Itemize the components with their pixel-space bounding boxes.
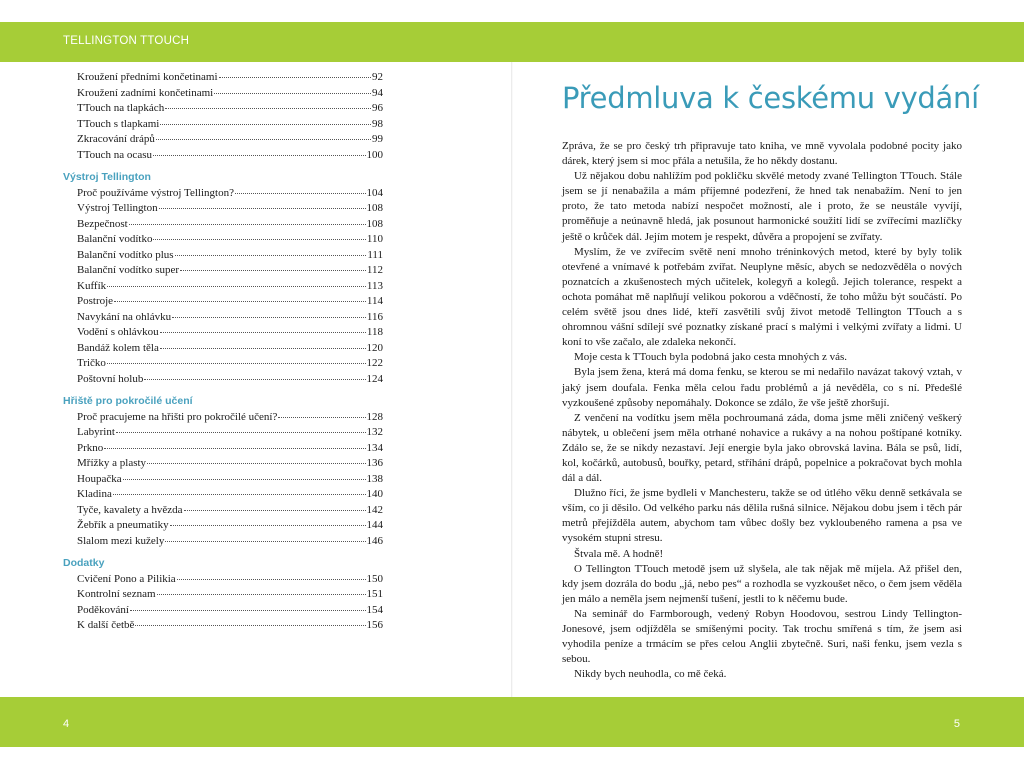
toc-entry (63, 217, 383, 233)
preface-paragraph: Byla jsem žena, která má doma fenku, se kterou se mi nedařilo navázat takový vztah, v jaký jsem doufala. Fenka měla celou řadu problémů a já nevěděla, co s ní. Předešlé vyzkoušené způsoby nepomáhaly. Dokonce se zdálo, že vše ještě zhoršují. (562, 366, 962, 409)
toc-entry-title: Kroužení předními končetinami (77, 71, 218, 83)
toc-entry-title: Balanční vodítko plus (77, 248, 174, 261)
toc-leader-dots (278, 417, 365, 418)
toc-entry-page: 144 (366, 519, 383, 531)
toc-leader-dots (116, 432, 366, 433)
toc-leader-dots (160, 124, 371, 125)
toc-entry-page: 136 (366, 457, 383, 469)
toc-leader-dots (114, 301, 366, 302)
preface-paragraph: O Tellington TTouch metodě jsem už slyšela, ale tak nějak mě míjela. Až přišel den, kdy jsem dozrála do bodu „já, nebo pes“ a rozhodla se vyzkoušet něco, o čem jsem věděla jen málo a neměla jsem nejmenší tušení, jestli to k něčemu bude. (562, 562, 962, 605)
toc-entry-page: 122 (366, 357, 383, 369)
toc-entry-title: Tyče, kavalety a hvězda (77, 503, 183, 516)
toc-leader-dots (153, 239, 365, 240)
toc-leader-dots (107, 286, 366, 287)
toc-entry-page: 134 (366, 441, 383, 454)
toc-entry-page: 128 (366, 410, 383, 423)
toc-entry-page: 113 (366, 279, 383, 292)
toc-leader-dots (177, 579, 366, 580)
toc-entry-page: 108 (366, 217, 383, 230)
toc-section-heading: Dodatky (63, 557, 105, 569)
toc-entry-title: Kroužení zadními končetinami (77, 86, 214, 99)
toc-entry (63, 325, 383, 341)
toc-entry-title: Houpačka (77, 472, 122, 485)
toc-entry-title: K další četbě (77, 619, 135, 631)
toc-entry-title: Vodění s ohlávkou (77, 326, 159, 338)
toc-entry-title: Výstroj Tellington (77, 202, 158, 214)
toc-entry-page: 140 (366, 488, 383, 500)
toc-section-heading: Výstroj Tellington (63, 171, 151, 183)
toc-leader-dots (219, 77, 371, 78)
toc-entry-page: 154 (366, 603, 383, 616)
toc-entry (63, 441, 383, 457)
toc-leader-dots (160, 348, 366, 349)
toc-entry-title: Postroje (77, 295, 114, 307)
toc-entry-page: 156 (366, 619, 383, 631)
toc-entry-page: 94 (372, 86, 383, 99)
toc-entry-title: Bandáž kolem těla (77, 341, 159, 354)
toc-entry-page: 120 (366, 341, 383, 354)
preface-paragraph: Nikdy bych neuhodla, co mě čeká. (574, 668, 727, 681)
toc-entry (63, 456, 383, 472)
toc-entry (63, 618, 383, 634)
toc-leader-dots (157, 594, 366, 595)
toc-entry (63, 279, 383, 295)
toc-leader-dots (170, 525, 366, 526)
toc-entry-title: Kladina (77, 488, 112, 500)
preface-paragraph: Štvala mě. A hodně! (574, 547, 664, 560)
toc-entry-title: Poděkování (77, 603, 129, 616)
toc-entry-page: 114 (366, 295, 383, 307)
toc-entry (63, 101, 383, 117)
toc-entry-page: 116 (366, 310, 383, 323)
toc-leader-dots (129, 224, 366, 225)
toc-entry-title: Slalom mezi kužely (77, 534, 165, 547)
toc-entry-title: Navykání na ohlávku (77, 310, 172, 323)
footer-band (0, 697, 1024, 747)
toc-entry (63, 186, 383, 202)
toc-entry (63, 425, 383, 441)
toc-entry (63, 572, 383, 588)
toc-entry-page: 108 (366, 202, 383, 214)
running-head: TELLINGTON TTOUCH (63, 35, 190, 47)
toc-entry-title: TTouch s tlapkami (77, 117, 160, 130)
toc-leader-dots (172, 317, 366, 318)
toc-leader-dots (113, 494, 366, 495)
toc-entry-page: 111 (367, 248, 383, 261)
toc-leader-dots (159, 208, 366, 209)
toc-entry-title: Žebřík a pneumatiky (77, 519, 169, 531)
toc-entry-page: 146 (366, 534, 383, 547)
toc-entry (63, 472, 383, 488)
toc-entry-title: Proč používáme výstroj Tellington? (77, 186, 234, 199)
toc-entry-title: Balanční vodítko (77, 233, 153, 245)
toc-entry (63, 70, 383, 86)
preface-paragraph: Moje cesta k TTouch byla podobná jako cesta mnohých z vás. (574, 351, 848, 364)
toc-entry-page: 132 (366, 426, 383, 438)
toc-entry (63, 534, 383, 550)
toc-leader-dots (107, 363, 366, 364)
toc-entry-page: 124 (366, 372, 383, 385)
toc-entry-title: Labyrint (77, 426, 115, 438)
toc-entry-page: 99 (372, 133, 383, 145)
toc-entry (63, 148, 383, 164)
toc-entry (63, 263, 383, 279)
toc-entry-title: Bezpečnost (77, 217, 128, 230)
toc-leader-dots (153, 155, 366, 156)
toc-entry-title: Tričko (77, 357, 106, 369)
toc-entry-title: Prkno (77, 441, 104, 454)
toc-entry-page: 98 (372, 117, 383, 130)
toc-leader-dots (104, 448, 365, 449)
toc-entry (63, 232, 383, 248)
toc-entry (63, 356, 383, 372)
toc-entry (63, 410, 383, 426)
toc-entry-title: Cvičení Pono a Pilikia (77, 572, 176, 585)
toc-leader-dots (180, 270, 366, 271)
toc-entry (63, 201, 383, 217)
toc-entry-title: Mřížky a plasty (77, 457, 147, 469)
toc-entry-title: Proč pracujeme na hřišti pro pokročilé učení? (77, 410, 278, 423)
toc-entry-page: 150 (366, 572, 383, 585)
toc-entry (63, 503, 383, 519)
toc-entry-page: 142 (366, 503, 383, 516)
preface-paragraph: Myslím, že ve zvířecím světě není mnoho tréninkových metod, které by byly tolik otevřené a vnímavé k potřebám zvířat. Neuplyne měsíc, abych se nedozvěděla o nových poznatcích a zkušenostech mých učitelek, kolegyň a kolegů. Jejich tolerance, respekt a ochota pomáhat mě naplňují velikou pokorou a vděčností, že toho můžu být součástí. Po celém světě jsou dnes lidé, kteří zasvětili svůj život metodě Tellington TTouch a s ohromnou vášní sdílejí své poznatky získané prací s malými i velkými zvířaty a lidmi. U koní to vše začalo, ale zdaleka nekončí. (562, 245, 962, 349)
toc-entry-title: Balanční vodítko super (77, 264, 180, 276)
page-number-left: 4 (63, 718, 70, 730)
header-band (0, 22, 1024, 62)
toc-entry (63, 487, 383, 503)
toc-entry-title: Kuffík (77, 279, 107, 292)
toc-section-heading: Hřiště pro pokročilé učení (63, 395, 193, 407)
toc-entry-page: 104 (366, 186, 383, 199)
toc-entry (63, 372, 383, 388)
preface-paragraph: Na seminář do Farmborough, vedený Robyn Hoodovou, sestrou Lindy Tellington-Jonesové, jsem odjížděla se smíšenými pocity. Tak trochu smířená s tím, že jsem asi vyhodila peníze a trmácím se přes celou Anglii zbytečně. Suri, naši fenku, jsem vezla s sebou. (562, 607, 962, 666)
preface-body (562, 139, 962, 682)
toc-entry (63, 248, 383, 264)
toc-leader-dots (214, 93, 371, 94)
toc-entry-page: 110 (366, 233, 383, 245)
preface-paragraph: Dlužno říci, že jsme bydleli v Manchesteru, takže se od útlého věku denně setkávala se vším, co ji děsilo. Od velkého parku nás dělila rušná silnice. Nějakou dobu jsem i těch pár metrů přejížděla autem, abychom tam vůbec došly bez vykloubeného ramena a psa ve vysokém stupni stresu. (562, 487, 962, 545)
toc-entry (63, 310, 383, 326)
toc-leader-dots (235, 193, 366, 194)
toc-leader-dots (123, 479, 366, 480)
toc-leader-dots (175, 255, 367, 256)
page-gutter (511, 62, 513, 697)
toc-entry (63, 294, 383, 310)
preface-paragraph: Zpráva, že se pro český trh připravuje tato kniha, ve mně vyvolala podobné pocity jako dárek, který jsem si moc přála a netušila, že ho někdy dostanu. (562, 140, 962, 168)
toc-entry (63, 86, 383, 102)
toc-entry (63, 132, 383, 148)
page-number-right: 5 (953, 718, 960, 730)
toc-leader-dots (165, 541, 365, 542)
toc-leader-dots (130, 610, 366, 611)
toc-leader-dots (144, 379, 365, 380)
toc-entry-title: Poštovní holub (77, 372, 144, 385)
toc-entry-page: 118 (366, 326, 383, 338)
toc-leader-dots (160, 332, 366, 333)
toc-entry-page: 96 (372, 102, 383, 114)
preface-paragraph: Už nějakou dobu nahlížím pod pokličku skvělé metody zvané Tellington TTouch. Stále jsem se jí nenabažila a mám příjemné podezření, že hned tak nenabažím. Není to jen proto, že tato metoda nabízí nespočet možností, ale i proto, že se neustále vyvíjí, proměňuje a neúnavně hledá, jak posunout harmonické soužití lidí se zvířecími mazlíčky ještě o krůček dál. Jejím motem je respekt, důvěra a propojení se zvířaty. (562, 170, 962, 243)
toc-leader-dots (165, 108, 371, 109)
toc-entry-page: 151 (366, 588, 383, 600)
toc-entry-title: Zkracování drápů (77, 133, 155, 145)
toc-leader-dots (135, 625, 365, 626)
toc-entry (63, 341, 383, 357)
toc-leader-dots (156, 139, 371, 140)
toc-entry (63, 587, 383, 603)
toc-entry-title: TTouch na tlapkách (77, 102, 165, 114)
toc-leader-dots (184, 510, 366, 511)
toc-entry-title: TTouch na ocasu (77, 148, 152, 161)
toc-entry (63, 117, 383, 133)
toc-entry-page: 100 (366, 148, 383, 161)
toc-entry-page: 92 (372, 71, 383, 83)
toc-entry (63, 518, 383, 534)
toc-leader-dots (147, 463, 365, 464)
toc-entry (63, 603, 383, 619)
preface-paragraph: Z venčení na vodítku jsem měla pochroumaná záda, doma jsme měli zničený veškerý nábytek, u oblečení jsem měla otrhané nohavice a rukávy a na nohou poštípané kotníky. Zdálo se, že se nikdy nezastaví. Její energie byla jako obrovská lavina. Bála se psů, lidí, kol, kočárků, autobusů, bouřky, petard, stříhání drápů, popelnice a pokračovat bych mohla dál a dál. (562, 411, 962, 485)
toc-entry-title: Kontrolní seznam (77, 588, 156, 600)
table-of-contents (63, 70, 383, 634)
toc-entry-page: 112 (366, 264, 383, 276)
preface-title: Předmluva k českému vydání (562, 81, 979, 115)
toc-entry-page: 138 (366, 472, 383, 485)
